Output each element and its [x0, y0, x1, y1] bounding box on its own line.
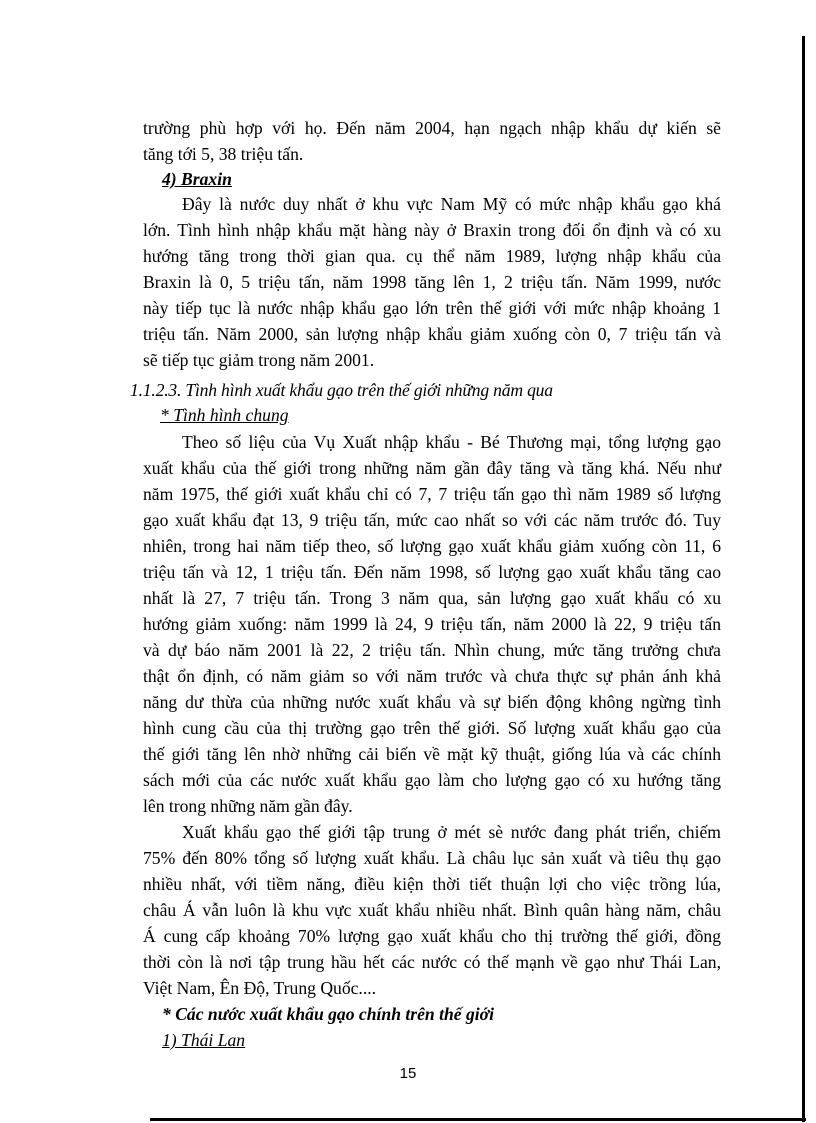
text-line: xuất khẩu của thế giới trong những năm gần đây tăng và tăng khá. Nếu như — [143, 458, 721, 478]
text-line: lớn. Tình hình nhập khẩu mặt hàng này ở Braxin trong đối ổn định và có xu — [143, 220, 721, 240]
text-line: hình cung cầu của thị trường gạo trên thế giới. Số lượng xuất khẩu gạo của — [143, 718, 721, 738]
text-line: 75% đến 80% tổng số lượng xuất khẩu. Là châu lục sản xuất và tiêu thụ gạo — [143, 848, 721, 868]
text-line: châu Á vẫn luôn là khu vực xuất khẩu nhiều nhất. Bình quân hàng năm, châu — [143, 900, 721, 920]
text-line: Theo số liệu của Vụ Xuất nhập khẩu - Bé Thương mại, tổng lượng gạo — [182, 432, 721, 452]
text-line: Việt Nam, Ên Độ, Trung Quốc.... — [143, 978, 377, 998]
text-line: Đây là nước duy nhất ở khu vực Nam Mỹ có mức nhập khẩu gạo khá — [182, 194, 721, 214]
text-line: năm 1975, thế giới xuất khẩu chỉ có 7, 7 triệu tấn gạo thì năm 1989 số lượng — [143, 484, 721, 504]
text-line: Á cung cấp khoảng 70% lượng gạo xuất khẩu cho thị trường thế giới, đồng — [143, 926, 721, 946]
text-line: Xuất khẩu gạo thế giới tập trung ở mét sè nước đang phát triển, chiếm — [182, 822, 721, 842]
text-line: triệu tấn. Năm 2000, sản lượng nhập khẩu giảm xuống còn 0, 7 triệu tấn và — [143, 324, 721, 344]
text-line: này tiếp tục là nước nhập khẩu gạo lớn trên thế giới với mức nhập khoảng 1 — [143, 298, 721, 318]
text-line: Braxin là 0, 5 triệu tấn, năm 1998 tăng lên 1, 2 triệu tấn. Năm 1999, nước — [143, 272, 721, 292]
text-line: nhiều nhất, với tiềm năng, điều kiện thời tiết thuận lợi cho việc trồng lúa, — [143, 874, 721, 894]
text-line: năng dư thừa của những nước xuất khẩu và sự biến động không ngừng tình — [143, 692, 721, 712]
text-line: sách mới của các nước xuất khẩu gạo làm cho lượng gạo có xu hướng tăng — [143, 770, 721, 790]
page-number: 15 — [399, 1065, 417, 1082]
text-line: thật ổn định, có năm giảm so với năm trước và chưa thực sự phản ánh khả — [143, 666, 721, 686]
text-line: gạo xuất khẩu đạt 13, 9 triệu tấn, mức cao nhất so với các năm trước đó. Tuy — [143, 510, 721, 530]
subheading-main-exporters: * Các nước xuất khẩu gạo chính trên thế giới — [162, 1004, 494, 1024]
text-line: thế giới tăng lên nhờ những cải biến về mặt kỹ thuật, giống lúa và các chính — [143, 744, 721, 764]
text-line: hướng tăng trong thời gian qua. cụ thể năm 1989, lượng nhập khẩu của — [143, 246, 721, 266]
section-heading-braxin: 4) Braxin — [162, 169, 232, 189]
text-line: nhiên, trong hai năm tiếp theo, số lượng gạo xuất khẩu giảm xuống còn 11, 6 — [143, 536, 721, 556]
subheading-thai-lan: 1) Thái Lan — [162, 1030, 246, 1050]
text-line: thời còn là nơi tập trung hầu hết các nước có thế mạnh về gạo như Thái Lan, — [143, 952, 721, 972]
text-line: trường phù hợp với họ. Đến năm 2004, hạn ngạch nhập khẩu dự kiến sẽ — [143, 118, 721, 138]
text-line: sẽ tiếp tục giảm trong năm 2001. — [143, 350, 375, 370]
section-heading-1123: 1.1.2.3. Tình hình xuất khẩu gạo trên thế giới những năm qua — [130, 380, 553, 400]
page-frame-right — [802, 36, 805, 1122]
text-line: hướng giảm xuống: năm 1999 là 24, 9 triệu tấn, năm 2000 là 22, 9 triệu tấn — [143, 614, 721, 634]
text-line: triệu tấn và 12, 1 triệu tấn. Đến năm 1998, số lượng gạo xuất khẩu tăng cao — [143, 562, 721, 582]
page-frame-bottom — [150, 1118, 806, 1121]
text-line: tăng tới 5, 38 triệu tấn. — [143, 144, 304, 164]
text-line: và dự báo năm 2001 là 22, 2 triệu tấn. Nhìn chung, mức tăng trưởng chưa — [143, 640, 721, 660]
subheading-tinh-hinh-chung: * Tình hình chung — [160, 405, 289, 425]
text-line: nhất là 27, 7 triệu tấn. Trong 3 năm qua, sản lượng gạo xuất khẩu có xu — [143, 588, 721, 608]
text-line: lên trong những năm gần đây. — [143, 796, 353, 816]
